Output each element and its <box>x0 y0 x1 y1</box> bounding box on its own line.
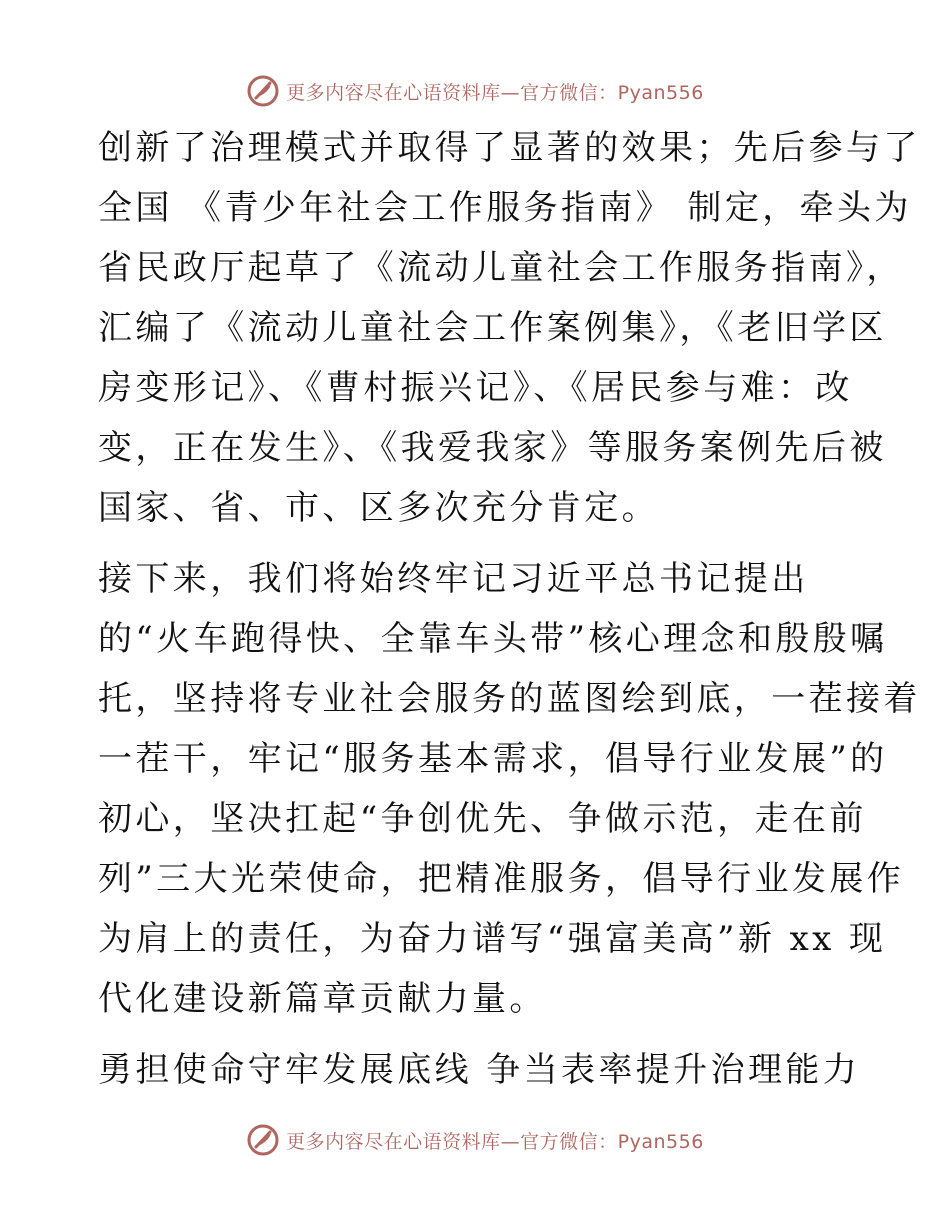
watermark-text: 更多内容尽在心语资料库—官方微信：Pyan556 <box>286 1130 704 1153</box>
text-line: 列”三大光荣使命，把精准服务，倡导行业发展作 <box>98 859 905 899</box>
text-line: 的“火车跑得快、全靠车头带”核心理念和殷殷嘱 <box>98 619 888 659</box>
text-line: 房变形记》、《曹村振兴记》、《居民参与难：改 <box>98 368 853 408</box>
text-line: 代化建设新篇章贡献力量。 <box>98 979 547 1019</box>
text-line: 一茬干，牢记“服务基本需求，倡导行业发展”的 <box>98 739 888 779</box>
text-line: 初心，坚决扛起“争创优先、争做示范，走在前 <box>98 799 867 839</box>
text-line: 变，正在发生》、《我爱我家》等服务案例先后被 <box>98 428 887 468</box>
text-line: 托，坚持将专业社会服务的蓝图绘到底，一茬接着 <box>98 679 921 719</box>
header-watermark <box>0 71 950 111</box>
text-line: 创新了治理模式并取得了显著的效果；先后参与了 <box>98 128 921 168</box>
quill-seal-logo-icon <box>246 1123 280 1157</box>
text-line: 接下来，我们将始终牢记习近平总书记提出 <box>98 559 809 599</box>
quill-seal-logo-icon <box>246 74 280 108</box>
text-line: 国家、省、市、区多次充分肯定。 <box>98 488 659 528</box>
text-line: 为肩上的责任，为奋力谱写“强富美高”新 xx 现 <box>98 919 887 959</box>
text-line: 汇编了《流动儿童社会工作案例集》，《老旧学区 <box>98 308 887 348</box>
section-heading: 勇担使命守牢发展底线 争当表率提升治理能力 <box>98 1050 861 1090</box>
watermark-text: 更多内容尽在心语资料库—官方微信：Pyan556 <box>286 81 704 104</box>
text-line: 全国 《青少年社会工作服务指南》 制定，牵头为 <box>98 188 912 228</box>
footer-watermark <box>0 1120 950 1160</box>
text-line: 省民政厅起草了《流动儿童社会工作服务指南》， <box>98 248 904 288</box>
